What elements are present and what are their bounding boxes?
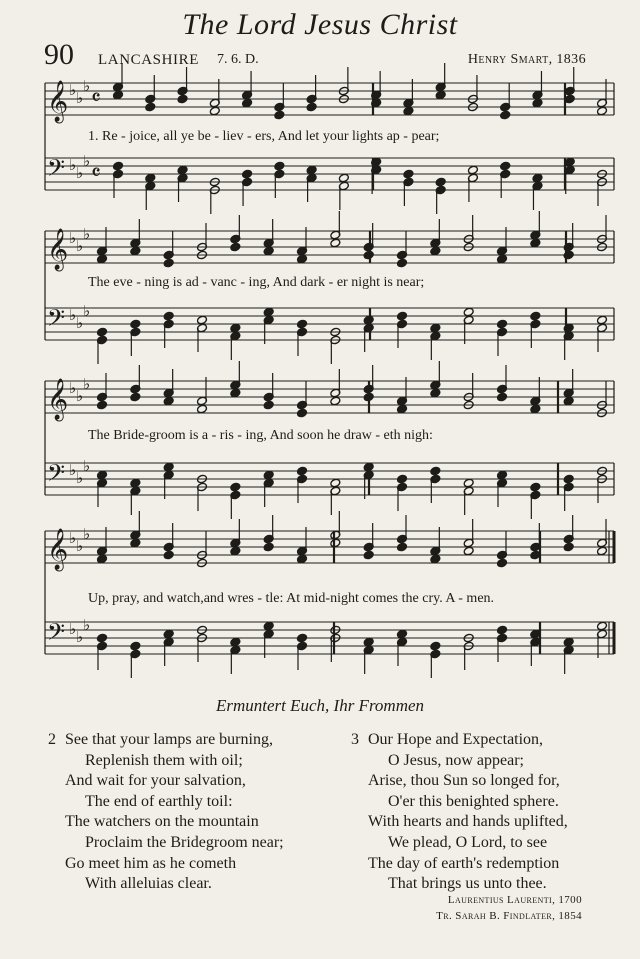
note-head [363, 550, 374, 560]
note-head [163, 311, 174, 321]
note-head [430, 641, 441, 651]
verse-line: The watchers on the mountain [65, 813, 259, 831]
lyric-line-4: Up, pray, and watch,and wres - tle: At mid-night comes the cry. A - men. [88, 591, 495, 606]
note-head [230, 388, 241, 398]
note-head [197, 404, 208, 414]
key-flat: ♭ [83, 457, 91, 475]
note-head [163, 396, 174, 406]
note-head [430, 466, 441, 476]
note-head [563, 250, 574, 260]
key-flat: ♭ [76, 469, 84, 487]
note-head [435, 177, 446, 187]
note-head [230, 242, 241, 252]
note-head [163, 258, 174, 268]
note-head [435, 90, 446, 100]
note-head [497, 558, 508, 568]
bass-clef: 𝄢 [47, 459, 66, 492]
verse-line: The day of earth's redemption [368, 854, 560, 872]
note-head [463, 478, 474, 488]
lyric-line-2: The eve - ning is ad - vanc - ing, And dark - er night is near; [88, 275, 425, 290]
note-head [177, 165, 188, 175]
note-head [130, 319, 141, 329]
note-head [467, 165, 478, 175]
treble-clef: 𝄞 [47, 529, 69, 570]
verse-3 [351, 730, 568, 895]
note-head [397, 258, 408, 268]
note-head [230, 323, 241, 333]
note-head [530, 311, 541, 321]
note-head [330, 396, 341, 406]
hymn-number: 90 [44, 38, 74, 71]
note-head [263, 470, 274, 480]
note-head [297, 408, 308, 418]
tune-german-title: Ermuntert Euch, Ihr Frommen [215, 696, 425, 715]
verse-line: Arise, thou Sun so longed for, [368, 772, 560, 790]
verse-line: Proclaim the Bridegroom near; [85, 833, 284, 851]
note-head [497, 254, 508, 264]
time-signature: 𝄴 [91, 86, 101, 111]
key-flat: ♭ [76, 387, 84, 405]
note-head [563, 474, 574, 484]
note-head [130, 641, 141, 651]
key-flat: ♭ [83, 616, 91, 634]
note-head [597, 315, 608, 325]
key-flat: ♭ [76, 628, 84, 646]
note-head [197, 315, 208, 325]
note-head [263, 621, 274, 631]
note-head [163, 550, 174, 560]
lyric-line-3: The Bride-groom is a - ris - ing, And soon he draw - eth nigh: [88, 428, 433, 443]
note-head [145, 173, 156, 183]
note-head [463, 307, 474, 317]
key-flat: ♭ [69, 379, 77, 397]
note-head [463, 546, 474, 556]
note-head [430, 246, 441, 256]
bass-clef: 𝄢 [47, 304, 66, 337]
verse-line: We plead, O Lord, to see [388, 833, 548, 851]
note-head [330, 538, 341, 548]
key-flat: ♭ [76, 537, 84, 555]
note-head [163, 629, 174, 639]
note-head [597, 546, 608, 556]
lyric-line-1: 1. Re - joice, all ye be - liev - ers, And let your lights ap - pear; [88, 129, 440, 144]
note-head [113, 161, 124, 171]
verse-line: O Jesus, now appear; [388, 751, 524, 769]
key-flat: ♭ [69, 229, 77, 247]
note-head [532, 98, 543, 108]
key-flat: ♭ [69, 529, 77, 547]
note-head [330, 238, 341, 248]
verse-2 [48, 730, 284, 895]
note-head [242, 98, 253, 108]
note-head [230, 546, 241, 556]
note-head [397, 629, 408, 639]
note-head [500, 161, 511, 171]
key-flat: ♭ [69, 81, 77, 99]
composer-credit: Henry Smart, 1836 [467, 52, 586, 67]
note-head [563, 637, 574, 647]
note-head [403, 106, 414, 116]
note-head [530, 238, 541, 248]
note-head [397, 542, 408, 552]
verse-line: The end of earthly toil: [85, 792, 233, 810]
verse-line: And wait for your salvation, [65, 772, 246, 790]
note-head [97, 400, 108, 410]
note-head [497, 625, 508, 635]
note-head [97, 254, 108, 264]
note-head [397, 474, 408, 484]
note-head [403, 169, 414, 179]
note-head [597, 106, 608, 116]
time-signature: 𝄴 [91, 161, 101, 186]
note-head [563, 542, 574, 552]
key-flat: ♭ [83, 525, 91, 543]
note-head [97, 633, 108, 643]
note-head [430, 388, 441, 398]
key-flat: ♭ [83, 375, 91, 393]
note-head [274, 161, 285, 171]
key-flat: ♭ [83, 152, 91, 170]
note-head [230, 637, 241, 647]
note-head [530, 482, 541, 492]
verse-number: 2 [48, 731, 56, 748]
note-head [338, 173, 349, 183]
note-head [306, 165, 317, 175]
note-head [145, 102, 156, 112]
note-head [297, 554, 308, 564]
note-head [130, 246, 141, 256]
treble-clef: 𝄞 [47, 229, 69, 270]
key-flat: ♭ [83, 302, 91, 320]
note-head [130, 392, 141, 402]
bass-clef: 𝄢 [47, 154, 66, 187]
note-head [97, 470, 108, 480]
key-flat: ♭ [76, 237, 84, 255]
verse-line: That brings us unto thee. [388, 875, 547, 893]
key-flat: ♭ [69, 461, 77, 479]
note-head [363, 637, 374, 647]
note-head [97, 327, 108, 337]
note-head [597, 621, 608, 631]
key-flat: ♭ [83, 225, 91, 243]
verse-line: Our Hope and Expectation, [368, 731, 544, 748]
note-head [263, 400, 274, 410]
key-flat: ♭ [69, 306, 77, 324]
note-head [242, 169, 253, 179]
note-head [306, 102, 317, 112]
note-head [263, 246, 274, 256]
note-head [297, 466, 308, 476]
note-head [297, 633, 308, 643]
credits [436, 892, 582, 924]
note-head [430, 554, 441, 564]
translator-credit: Tr. Sarah B. Findlater, 1854 [436, 910, 582, 922]
note-head [497, 470, 508, 480]
note-head [209, 106, 220, 116]
note-head [163, 462, 174, 472]
key-flat: ♭ [76, 164, 84, 182]
key-flat: ♭ [69, 156, 77, 174]
note-head [497, 319, 508, 329]
note-head [177, 94, 188, 104]
note-head [397, 404, 408, 414]
bass-clef: 𝄢 [47, 618, 66, 651]
note-head [297, 254, 308, 264]
note-head [532, 173, 543, 183]
note-head [230, 482, 241, 492]
note-head [563, 396, 574, 406]
verse-line: O'er this benighted sphere. [388, 792, 559, 810]
note-head [363, 250, 374, 260]
note-head [297, 319, 308, 329]
verse-line: With hearts and hands uplifted, [368, 813, 568, 831]
note-head [263, 542, 274, 552]
note-head [397, 311, 408, 321]
key-flat: ♭ [69, 620, 77, 638]
treble-clef: 𝄞 [47, 379, 69, 420]
note-head [113, 90, 124, 100]
author-credit: Laurentius Laurenti, 1700 [447, 894, 582, 906]
key-flat: ♭ [83, 77, 91, 95]
note-head [130, 538, 141, 548]
note-head [263, 307, 274, 317]
verse-line: Go meet him as he cometh [65, 854, 237, 872]
verse-number: 3 [351, 731, 359, 748]
note-head [97, 554, 108, 564]
meter: 7. 6. D. [217, 52, 259, 67]
treble-clef: 𝄞 [47, 81, 69, 122]
key-flat: ♭ [76, 89, 84, 107]
key-flat: ♭ [76, 314, 84, 332]
verse-line: See that your lamps are burning, [65, 731, 273, 748]
section-title: The Lord Jesus Christ [182, 8, 458, 41]
note-head [497, 392, 508, 402]
note-head [274, 110, 285, 120]
note-head [530, 404, 541, 414]
note-head [330, 478, 341, 488]
note-head [130, 478, 141, 488]
note-head [563, 323, 574, 333]
verse-line: With alleluias clear. [85, 875, 212, 893]
verse-line: Replenish them with oil; [85, 751, 243, 769]
tune-name: LANCASHIRE [98, 52, 200, 68]
note-head [500, 110, 511, 120]
note-head [430, 323, 441, 333]
note-head [363, 315, 374, 325]
